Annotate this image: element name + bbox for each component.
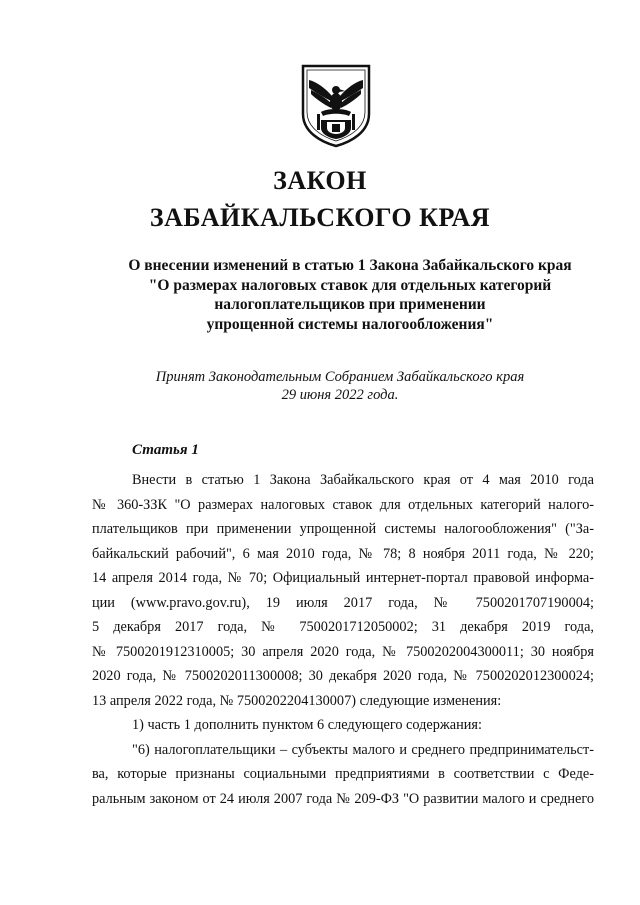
adoption-note: [100, 368, 580, 404]
body-line: № 7500201912310005; 30 апреля 2020 года, № 7500202004300011; 30 ноября: [92, 643, 594, 660]
adoption-date: 29 июня 2022 года.: [281, 387, 399, 403]
body-line: 1) часть 1 дополнить пунктом 6 следующего содержания:: [132, 717, 482, 733]
subtitle-line: "О размерах налоговых ставок для отдельных категорий: [148, 276, 552, 294]
law-subtitle: [100, 256, 600, 334]
adoption-line: Принят Законодательным Собранием Забайкальского края: [155, 369, 525, 385]
article-body: [92, 468, 594, 811]
coat-of-arms-icon: [299, 62, 373, 148]
body-line: ва, которые признаны социальными предприятиями в соответствии с Феде-: [92, 766, 594, 782]
body-line: Внести в статью 1 Закона Забайкальского края от 4 мая 2010 года: [132, 472, 594, 488]
subtitle-line: налогоплательщиков при применении: [214, 296, 486, 313]
body-line: "6) налогоплательщики – субъекты малого и среднего предпринимательст-: [132, 741, 594, 758]
law-title: ЗАКОН: [273, 166, 367, 195]
body-line: байкальский рабочий", 6 мая 2010 года, № 78; 8 ноября 2011 года, № 220;: [92, 545, 594, 562]
body-line: № 360-ЗЗК "О размерах налоговых ставок для отдельных категорий налого-: [92, 496, 594, 513]
body-line: 5 декабря 2017 года, № 7500201712050002; 31 декабря 2019 года,: [92, 619, 594, 635]
body-line: 14 апреля 2014 года, № 70; Официальный интернет-портал правовой информа-: [92, 570, 594, 586]
body-line: 2020 года, № 7500202011300008; 30 декабря 2020 года, № 7500202012300024;: [92, 668, 594, 684]
body-line: ции (www.pravo.gov.ru), 19 июля 2017 года, № 7500201707190004;: [92, 594, 594, 611]
body-line: плательщиков при применении упрощенной системы налогообложения" ("За-: [92, 521, 594, 537]
subtitle-line: упрощенной системы налогообложения": [206, 315, 494, 333]
body-line: 13 апреля 2022 года, № 7500202204130007) следующие изменения:: [92, 692, 502, 709]
body-line: ральным законом от 24 июля 2007 года № 209-ФЗ "О развитии малого и среднего: [92, 790, 594, 807]
law-region-title: ЗАБАЙКАЛЬСКОГО КРАЯ: [149, 203, 491, 232]
article-heading: Статья 1: [132, 442, 199, 458]
subtitle-line: О внесении изменений в статью 1 Закона Забайкальского края: [128, 257, 572, 274]
